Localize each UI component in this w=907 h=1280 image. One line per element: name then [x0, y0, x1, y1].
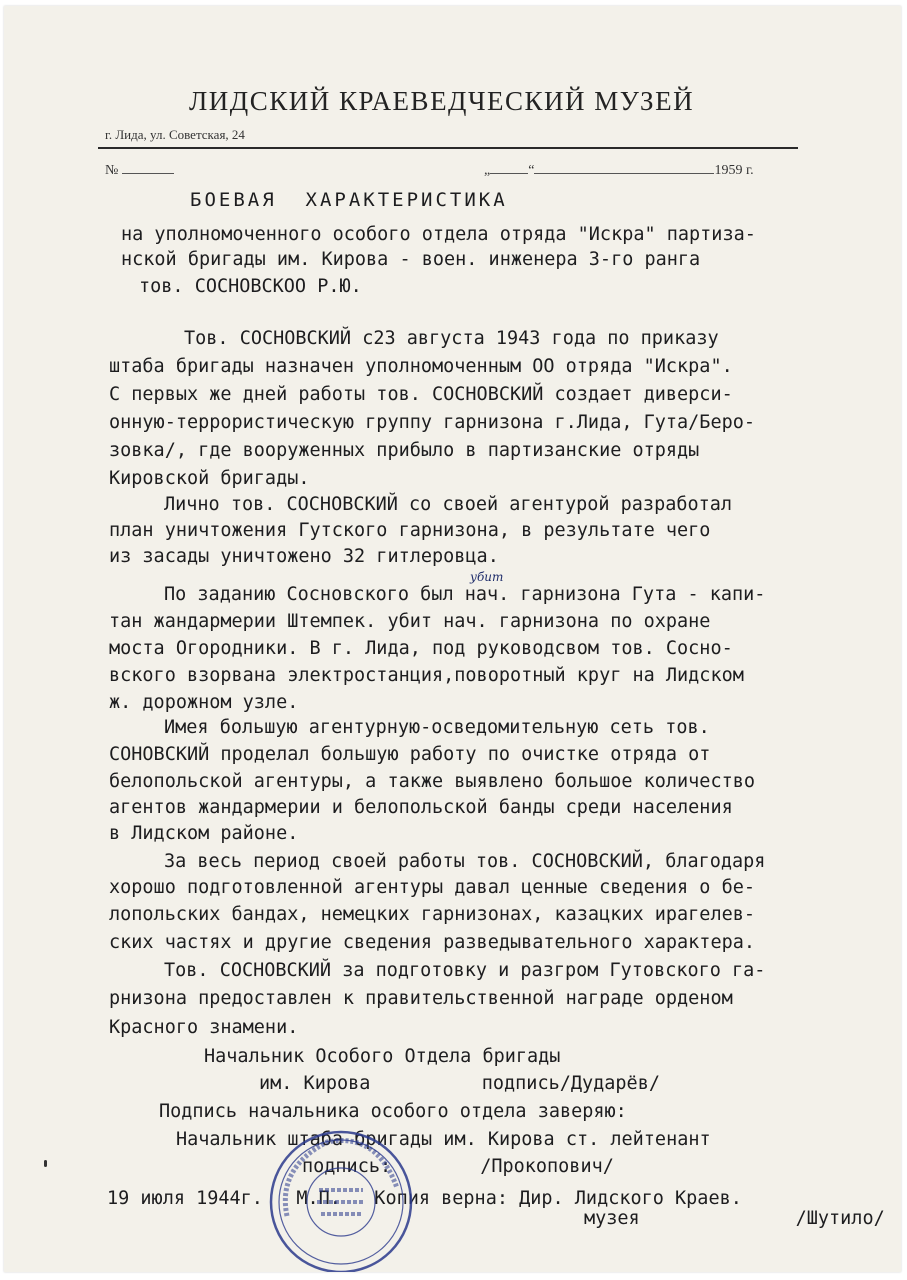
body-line: тан жандармерии Штемпек. убит нач. гарнизона по охране — [109, 611, 711, 632]
body-line: Лично тов. СОСНОВСКИЙ со своей агентурой разработал — [164, 494, 733, 515]
month-blank — [534, 161, 714, 174]
body-line: лопольских бандах, немецких гарнизонах, казацких ирагелев- — [109, 904, 756, 925]
header-line: на уполномоченного особого отдела отряда "Искра" партиза- — [121, 224, 756, 245]
date-open-quote: „ — [484, 163, 491, 178]
document-page — [4, 6, 901, 1272]
day-blank — [490, 161, 528, 174]
body-line: ж. дорожном узле. — [109, 692, 299, 713]
museum-stamp — [267, 1128, 415, 1272]
body-line: Имея большую агентурную-осведомительную сеть тов. — [164, 717, 710, 738]
letterhead-title: ЛИДСКИЙ КРАЕВЕДЧЕСКИЙ МУЗЕЙ — [189, 86, 695, 116]
signature-line: подпись: /Прокопович/ — [302, 1156, 614, 1177]
doc-heading: БОЕВАЯ ХАРАКТЕРИСТИКА — [190, 189, 508, 211]
body-line: белопольской агентуры, а также выявлено большое количество — [109, 771, 756, 792]
signature-line: им. Кирова подпись/Дударёв/ — [259, 1073, 660, 1094]
body-line: онную-террористическую группу гарнизона г.Лида, Гута/Беро- — [109, 412, 756, 433]
body-line: СОНОВСКИЙ проделал большую работу по очистке отряда от — [109, 744, 711, 765]
header-line: тов. СОСНОВСКОО Р.Ю. — [139, 276, 362, 297]
signature-line: Подпись начальника особого отдела заверяю: — [159, 1101, 627, 1122]
signature-line: Начальник штаба бригады им. Кирова ст. лейтенант — [176, 1129, 711, 1150]
body-line: агентов жандармерии и белопольской банды среди населения — [109, 797, 733, 818]
number-label: № — [105, 163, 119, 178]
body-line: С первых же дней работы тов. СОСНОВСКИЙ создает диверси- — [109, 384, 733, 405]
body-line: хорошо подготовленной агентуры давал ценные сведения о бе- — [109, 877, 756, 898]
body-line: Тов. СОСНОВСКИЙ с23 августа 1943 года по приказу — [184, 328, 719, 349]
date-close-quote: “ — [528, 163, 535, 178]
letterhead-rule — [98, 147, 798, 149]
body-line: план уничтожения Гутского гарнизона, в результате чего — [109, 520, 711, 541]
header-line: нской бригады им. Кирова - воен. инженера 3-го ранга — [121, 249, 701, 270]
body-line: ских частях и другие сведения разведывательного характера. — [109, 932, 756, 953]
paper-mark — [44, 1160, 47, 1167]
number-field — [105, 161, 174, 179]
body-line: моста Огородники. В г. Лида, под руководсвом тов. Сосно- — [109, 638, 733, 659]
letterhead-address: г. Лида, ул. Советская, 24 — [105, 127, 245, 142]
body-line: По заданию Сосновского был нач. гарнизона Гута - капи- — [164, 584, 766, 605]
body-line: Красного знамени. — [109, 1017, 299, 1038]
date-field — [484, 161, 754, 179]
body-line: рнизона предоставлен к правительственной награде орденом — [109, 988, 733, 1009]
year-suffix: 1959 г. — [714, 163, 754, 178]
body-line: штаба бригады назначен уполномоченным ОО отряда "Искра". — [109, 356, 733, 377]
body-line: Кировской бригады. — [109, 468, 310, 489]
signature-line: 19 июля 1944г. М.П. Копия верна: Дир. Лидского Краев. — [107, 1188, 742, 1209]
body-line: из засады уничтожено 32 гитлеровца. — [109, 546, 499, 567]
body-line: Тов. СОСНОВСКИЙ за подготовку и разгром Гутовского га- — [164, 960, 766, 981]
number-blank — [122, 161, 174, 174]
body-line: вского взорвана электростанция,поворотный круг на Лидском — [109, 665, 744, 686]
signature-line: Начальник Особого Отдела бригады — [204, 1046, 561, 1067]
body-line: зовка/, где вооруженных прибыло в партизанские отряды — [109, 440, 700, 461]
signature-line: музея /Шутило/ — [584, 1208, 885, 1229]
handwritten-insert: убит — [470, 570, 504, 584]
body-line: в Лидском районе. — [109, 823, 299, 844]
body-line: За весь период своей работы тов. СОСНОВСКИЙ, благодаря — [164, 851, 766, 872]
